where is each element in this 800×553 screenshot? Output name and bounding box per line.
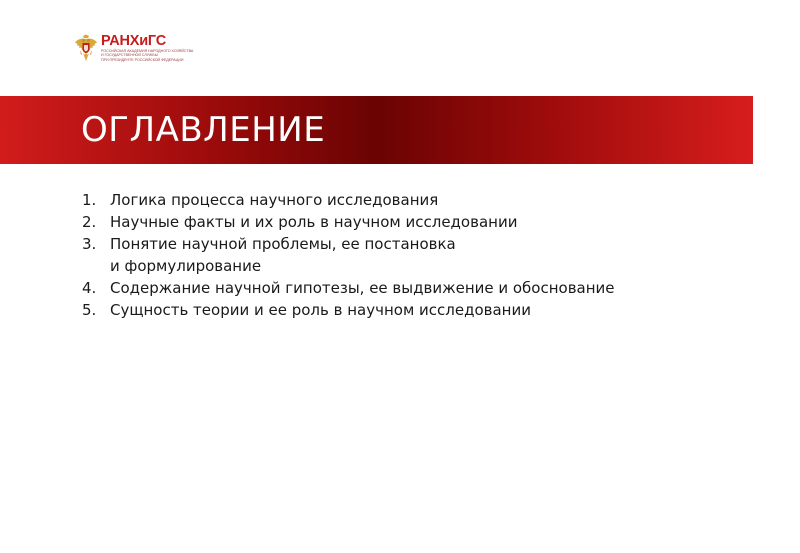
toc-item xyxy=(82,211,742,233)
toc-item-number: 5. xyxy=(82,301,97,319)
toc-item-text xyxy=(110,189,742,211)
toc-item-text xyxy=(110,233,742,277)
toc-item-line: Сущность теории и ее роль в научном исследовании xyxy=(110,301,531,319)
toc-item-number: 3. xyxy=(82,235,97,253)
toc-item xyxy=(82,277,742,299)
toc-item-line: Логика процесса научного исследования xyxy=(110,191,439,209)
toc-item-text xyxy=(110,299,742,321)
toc-item-line: Понятие научной проблемы, ее постановка xyxy=(110,235,456,253)
logo xyxy=(74,33,194,66)
logo-subtitle-line: ПРИ ПРЕЗИДЕНТЕ РОССИЙСКОЙ ФЕДЕРАЦИИ xyxy=(101,57,184,62)
toc-item-number: 4. xyxy=(82,279,97,297)
logo-text xyxy=(101,33,194,62)
toc-item xyxy=(82,233,742,277)
double-headed-eagle-emblem-icon xyxy=(74,34,98,64)
toc-item xyxy=(82,299,742,321)
logo-subtitle-line: И ГОСУДАРСТВЕННОЙ СЛУЖБЫ xyxy=(101,53,158,58)
toc-item-text xyxy=(110,277,742,299)
toc-item xyxy=(82,189,742,211)
table-of-contents xyxy=(82,189,742,321)
toc-item-number: 1. xyxy=(82,191,97,209)
toc-item-line: Содержание научной гипотезы, ее выдвижение и обоснование xyxy=(110,279,615,297)
logo-name: РАНХиГС xyxy=(101,33,167,49)
page-title: ОГЛАВЛЕНИЕ xyxy=(81,110,326,150)
toc-item-line: Научные факты и их роль в научном исследовании xyxy=(110,213,518,231)
toc-item-number: 2. xyxy=(82,213,97,231)
logo-subtitle-line: РОССИЙСКАЯ АКАДЕМИЯ НАРОДНОГО ХОЗЯЙСТВА xyxy=(101,49,194,53)
toc-item-text xyxy=(110,211,742,233)
toc-item-line: и формулирование xyxy=(110,257,262,275)
